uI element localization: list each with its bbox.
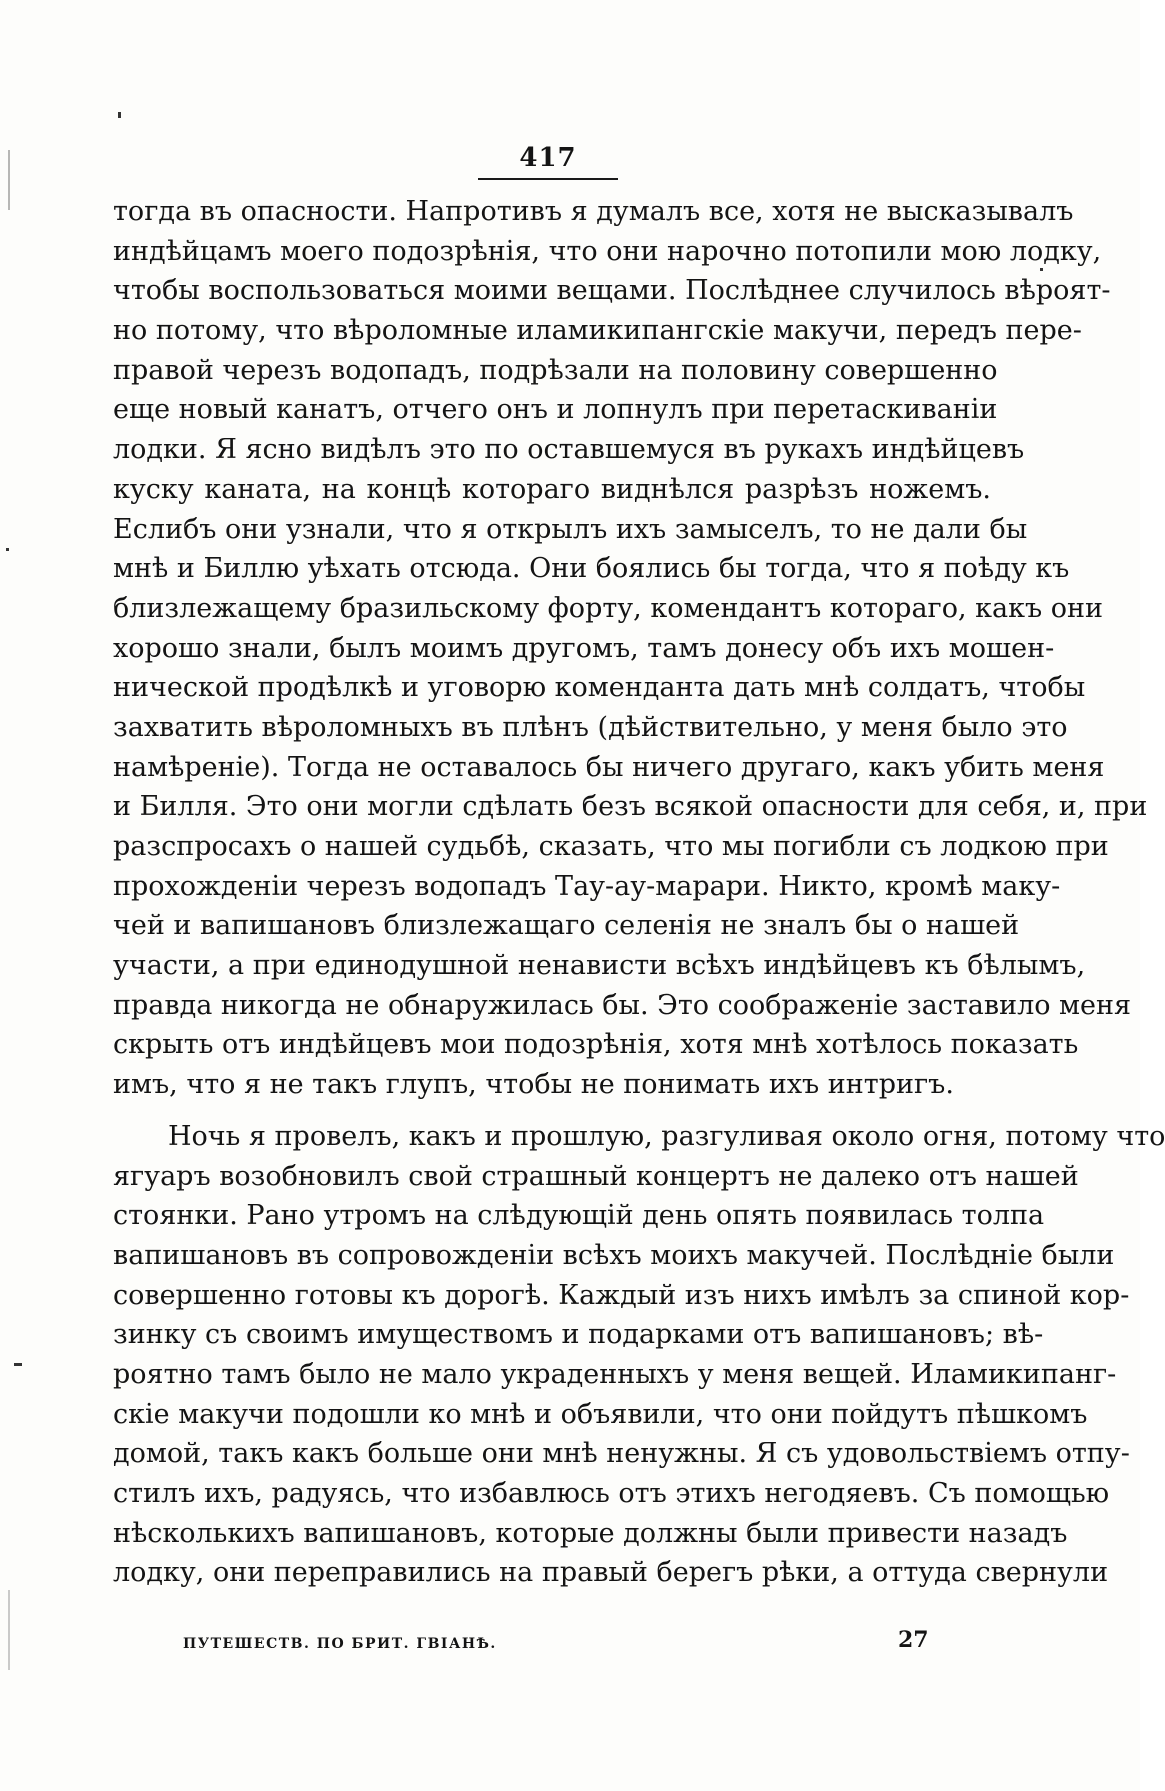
text-line: индѣйцамъ моего подозрѣнія, что они нарочно потопили мою лодку, (113, 235, 1102, 267)
text-line: имъ, что я не такъ глупъ, чтобы не понимать ихъ интригъ. (113, 1069, 954, 1101)
scan-edge-mark (8, 1590, 10, 1670)
text-line: Еслибъ они узнали, что я открылъ ихъ замыселъ, то не дали бы (113, 513, 1028, 545)
text-line: совершенно готовы къ дорогѣ. Каждый изъ нихъ имѣлъ за спиной кор- (113, 1279, 1130, 1311)
text-line: захватить вѣроломныхъ въ плѣнъ (дѣйствительно, у меня было это (113, 711, 1068, 743)
text-line: нѣсколькихъ вапишановъ, которые должны были привести назадъ (113, 1517, 1068, 1549)
text-line: лодку, они переправились на правый берегъ рѣки, а оттуда свернули (113, 1557, 1109, 1589)
text-line: чтобы воспользоваться моими вещами. Послѣднее случилось вѣроят- (113, 275, 1111, 307)
page-number-rule (478, 178, 618, 180)
text-line: и Билля. Это они могли сдѣлать безъ всякой опасности для себя, и, при (113, 791, 1148, 823)
scan-speck (14, 1363, 22, 1366)
text-line: домой, такъ какъ больше они мнѣ ненужны. Я съ удовольствіемъ отпу- (113, 1438, 1130, 1470)
text-line: лодки. Я ясно видѣлъ это по оставшемуся въ рукахъ индѣйцевъ (113, 434, 1025, 466)
scan-speck (6, 548, 9, 551)
text-line: куску каната, на концѣ котораго виднѣлся разрѣзъ ножемъ. (113, 473, 991, 505)
body-text (113, 192, 1165, 1593)
text-line: разспросахъ о нашей судьбѣ, сказать, что мы погибли съ лодкою при (113, 831, 1109, 862)
text-line: вапишановъ въ сопровожденіи всѣхъ моихъ макучей. Послѣдніе были (113, 1239, 1115, 1271)
paragraph-gap (113, 1105, 991, 1117)
text-line: тогда въ опасности. Напротивъ я думалъ все, хотя не высказывалъ (113, 196, 1074, 227)
scan-edge-mark (8, 150, 10, 210)
text-line: ягуаръ возобновилъ свой страшный концертъ не далеко отъ нашей (113, 1160, 1079, 1192)
text-line: скрыть отъ индѣйцевъ мои подозрѣнія, хотя мнѣ хотѣлось показать (113, 1029, 1079, 1061)
text-line: стилъ ихъ, радуясь, что избавлюсь отъ этихъ негодяевъ. Съ помощью (113, 1478, 1110, 1509)
text-line: правой черезъ водопадъ, подрѣзали на половину совершенно (113, 354, 998, 386)
text-line: зинку съ своимъ имуществомъ и подарками отъ вапишановъ; вѣ- (113, 1319, 1044, 1351)
text-line: стоянки. Рано утромъ на слѣдующій день опять появилась толпа (113, 1200, 1045, 1232)
page-number: 417 (519, 143, 577, 173)
scan-speck (1040, 268, 1043, 271)
paragraph-1 (113, 192, 1148, 1105)
text-line: нической продѣлкѣ и уговорю коменданта дать мнѣ солдатъ, чтобы (113, 672, 1086, 704)
text-line: близлежащему бразильскому форту, комендантъ котораго, какъ они (113, 592, 1103, 624)
text-line: участи, а при единодушной ненависти всѣхъ индѣйцевъ къ бѣлымъ, (113, 950, 1086, 982)
text-line: чей и вапишановъ близлежащаго селенія не зналъ бы о нашей (113, 910, 1020, 942)
text-line: хорошо знали, былъ моимъ другомъ, тамъ донесу объ ихъ мошен- (113, 632, 1055, 664)
text-line: еще новый канатъ, отчего онъ и лопнулъ при перетаскиваніи (113, 394, 998, 426)
text-line: намѣреніе). Тогда не оставалось бы ничего другаго, какъ убить меня (113, 751, 1105, 783)
text-line: Ночь я провелъ, какъ и прошлую, разгуливая около огня, потому что (168, 1120, 1165, 1152)
text-line: но потому, что вѣроломные иламикипангскіе макучи, передъ пере- (113, 315, 1082, 347)
footer-signature-number: 27 (898, 1627, 929, 1653)
text-line: мнѣ и Биллю уѣхать отсюда. Они боялись бы тогда, что я поѣду къ (113, 553, 1070, 585)
scan-speck (118, 112, 121, 118)
text-line: скіе макучи подошли ко мнѣ и объявили, что они пойдутъ пѣшкомъ (113, 1398, 1088, 1430)
paragraph-2 (113, 1117, 1165, 1593)
text-line: правда никогда не обнаружилась бы. Это соображеніе заставило меня (113, 989, 1132, 1021)
text-line: роятно тамъ было не мало украденныхъ у меня вещей. Иламикипанг- (113, 1358, 1117, 1390)
text-line: прохожденіи черезъ водопадъ Тау-ау-марари. Никто, кромѣ маку- (113, 870, 1061, 902)
footer-signature: ПУТЕШЕСТВ. ПО БРИТ. ГВІАНѢ. (183, 1636, 497, 1652)
